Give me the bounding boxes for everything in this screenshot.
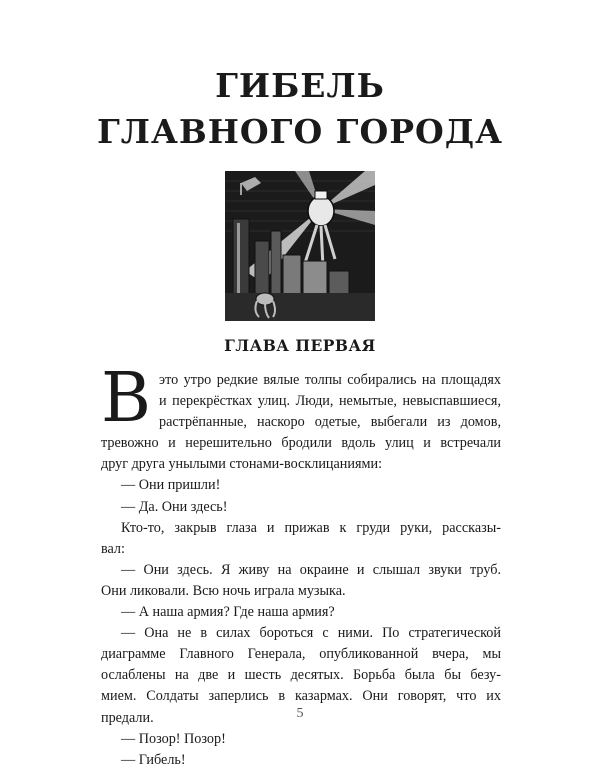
text-line: ослаблены на две и шесть десятых. Борьба была бы безу- (101, 667, 501, 684)
dialogue-line: — Гибель! (121, 751, 186, 768)
drop-cap: В (101, 359, 151, 438)
text-line: мием. Солдаты заперлись в казармах. Они говорят, что их (101, 688, 501, 705)
text-line: предали. (101, 709, 154, 726)
dialogue-line: — Позор! Позор! (121, 730, 226, 747)
dialogue-line: — А наша армия? Где наша армия? (121, 604, 335, 621)
city-searchlight-illustration (225, 171, 375, 321)
dialogue-line: — Они здесь. Я живу на окраине и слышал звуки труб. (121, 561, 501, 578)
text-line: диаграмме Главного Генерала, опубликованной вчера, мы (101, 646, 501, 663)
chapter-title-line-2: ГЛАВНОГО ГОРОДА (97, 112, 503, 151)
text-line: и перекрёстках улиц. Люди, немытые, невыспавшиеся, (158, 393, 501, 410)
page-number: 5 (296, 706, 304, 721)
dialogue-line: — Она не в силах бороться с ними. По стратегической (121, 625, 501, 642)
chapter-heading: ГЛАВА ПЕРВАЯ (224, 336, 376, 355)
text-line: Кто-то, закрыв глаза и прижав к груди руки, рассказы- (121, 519, 501, 536)
text-line: растрёпанные, наскоро одетые, выбегали из домов, (158, 414, 501, 431)
dialogue-line: — Они пришли! (121, 477, 221, 494)
text-line: друг друга унылыми стонами-восклицаниями: (101, 456, 383, 473)
text-line: тревожно и нерешительно бродили вдоль улиц и встречали (101, 435, 501, 452)
dialogue-line: — Да. Они здесь! (121, 498, 228, 515)
text-line: Они ликовали. Всю ночь играла музыка. (101, 582, 346, 599)
chapter-title-line-1: ГИБЕЛЬ (215, 66, 385, 105)
text-line: это утро редкие вялые толпы собирались на площадях (158, 372, 501, 388)
text-line: вал: (101, 540, 125, 557)
city-searchlight-engraving-icon (225, 171, 375, 321)
